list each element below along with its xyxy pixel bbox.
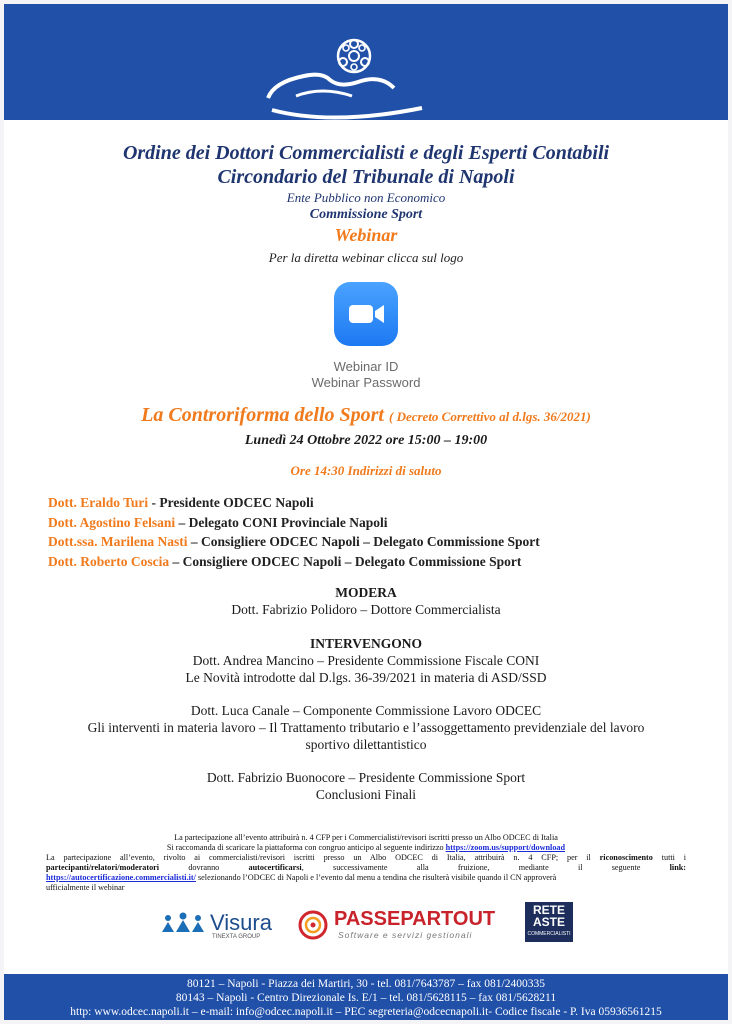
moderator-name: Dott. Fabrizio Polidoro – Dottore Commercialista [231,602,501,617]
visura-wordmark: Visura [210,910,272,935]
passepartout-wordmark: PASSEPARTOUT [334,908,496,930]
credit-note-line2 [46,863,686,873]
event-subtitle: ( Decreto Correttivo al d.lgs. 36/2021) [388,409,591,424]
footer-address-1: 80121 – Napoli - Piazza dei Martiri, 30 - tel. 081/7643787 – fax 081/2400335 [186,978,546,990]
speaker-role: – Delegato CONI Provinciale Napoli [175,514,388,530]
credit-note-text: , successivamente alla fruizione, mediante il seguente [301,863,641,872]
zoom-download-link[interactable]: https://zoom.us/support/download [445,843,566,852]
greetings-time: Ore 14:30 Indirizzi di saluto [290,463,442,478]
webinar-id-label: Webinar ID [333,359,399,374]
talk-topic: Le Novità introdotte dal D.lgs. 36-39/2021 in materia di ASD/SSD [185,670,547,685]
download-note [46,843,686,853]
rete-aste-tagline: COMMERCIALISTI [527,931,571,937]
speaker-row [48,532,718,552]
commission-name: Commissione Sport [309,207,423,222]
credit-note-line4: ufficialmente il webinar [46,883,125,892]
talk-speaker: Dott. Andrea Mancino – Presidente Commissione Fiscale CONI [192,653,540,668]
moderator-heading: MODERA [335,585,397,600]
speakers-heading: INTERVENGONO [309,636,423,651]
talk-speaker: Dott. Luca Canale – Componente Commissione Lavoro ODCEC [190,703,542,718]
rete-aste-logo [525,902,573,942]
passepartout-tagline: Software e servizi gestionali [338,930,473,940]
speaker-row [48,552,718,572]
autocertificazione-link[interactable]: https://autocertificazione.commercialisti.it/ [46,873,196,882]
talk-topic: Gli interventi in materia lavoro – Il Trattamento tributario e l’assoggettamento previdenziale del lavoro [87,720,645,735]
speaker-name: Dott.ssa. Marilena Nasti [48,534,188,549]
event-title: La Controriforma dello Sport [141,404,384,426]
webinar-password-label: Webinar Password [311,375,421,390]
talk-topic: Conclusioni Finali [315,787,417,802]
odcec-logo [262,36,432,120]
visura-logo [160,910,286,940]
org-name-line2: Circondario del Tribunale di Napoli [217,166,515,188]
speaker-row [48,493,718,513]
speaker-role: – Consigliere ODCEC Napoli – Delegato Commissione Sport [187,534,540,549]
visura-people-icon [160,912,206,934]
rete-aste-line2: ASTE [532,915,565,929]
credit-note-text: selezionando l’ODCEC di Napoli e l’evento dal menu a tendina che risulterà visibile quando il CN approverà [197,873,557,882]
top-banner [4,4,728,120]
flyer-page [4,4,728,1020]
visura-tagline: TINEXTA GROUP [212,934,261,940]
zoom-instruction: Per la diretta webinar clicca sul logo [268,250,464,265]
event-date: Lunedì 24 Ottobre 2022 ore 15:00 – 19:00 [244,433,488,448]
credit-note-bold: partecipanti/relatori/moderatori [46,863,160,872]
credit-note-bold: autocertificarsi [248,863,302,872]
credit-note-text: dovranno [188,863,220,872]
credit-note-bold: riconoscimento [599,853,653,862]
passepartout-logo [298,908,510,942]
speaker-name: Dott. Eraldo Turi [48,495,149,510]
speaker-name: Dott. Agostino Felsani [48,514,176,530]
speaker-role: - Presidente ODCEC Napoli [148,495,314,510]
event-type-heading: Webinar [334,225,398,245]
credit-note-text: tutti i [661,853,687,862]
zoom-join-button[interactable] [334,282,398,346]
credit-note-line1 [46,853,686,863]
footer-web-email: http: www.odcec.napoli.it – e-mail: info@odcec.napoli.it – PEC segreteria@odcecnapoli.it- Codice fiscale - P. Iva 05936561215 [70,1006,662,1018]
download-note-text: Si raccomanda di scaricare la piattaforma con congruo anticipo al seguente indirizzo [166,843,444,852]
event-title-line [4,404,728,427]
rete-aste-line1: RETE [532,903,565,917]
speaker-row [48,513,718,533]
credit-note-bold: link: [669,863,687,872]
credit-note-text: La partecipazione all’evento, rivolto ai commercialisti/revisori iscritti presso un Albo ODCEC di Italia, attribuirà n. 4 CFP; per il [46,853,591,862]
talk-speaker: Dott. Fabrizio Buonocore – Presidente Commissione Sport [206,770,526,785]
sponsors-bar [4,900,728,944]
footer-address-2: 80143 – Napoli - Centro Direzionale Is. E/1 – tel. 081/5628115 – fax 081/5628211 [175,992,557,1004]
talk-topic-continued: sportivo dilettantistico [305,737,427,752]
footer-contacts [4,974,728,1020]
speaker-role: – Consigliere ODCEC Napoli – Delegato Commissione Sport [169,553,522,569]
passepartout-emblem-icon [298,910,328,940]
org-type: Ente Pubblico non Economico [286,190,446,205]
speakers-list [48,493,718,571]
org-name-line1: Ordine dei Dottori Commercialisti e degli Esperti Contabili [122,142,610,164]
credit-note-line3 [46,873,686,883]
zoom-video-icon [334,282,398,346]
speaker-name: Dott. Roberto Coscia [48,553,170,569]
cfp-note: La partecipazione all’evento attribuirà n. 4 CFP per i Commercialisti/revisori iscritti presso un Albo ODCEC di Italia [174,833,558,842]
